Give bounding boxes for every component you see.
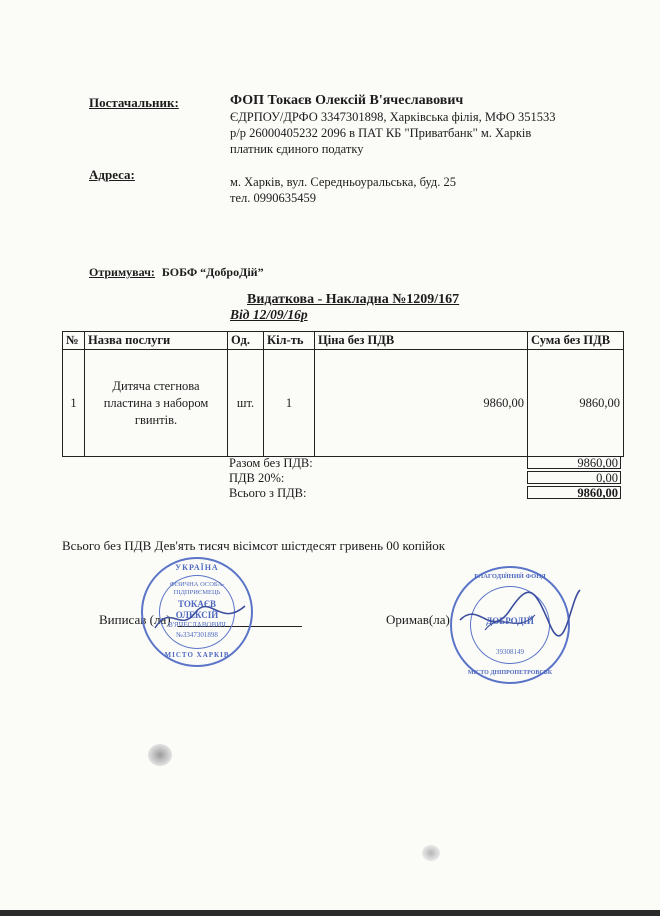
smudge-mark [148, 744, 172, 766]
seal-right-mid-text: ДОБРОДІЙ [486, 616, 534, 626]
address-line1: м. Харків, вул. Середньоуральська, буд. 25 [230, 175, 457, 189]
row-sum: 9860,00 [528, 350, 624, 457]
supplier-line2: р/р 26000405232 2096 в ПАТ КБ "Приватбанк" м. Харків [230, 126, 532, 140]
seal-line4: ОЛЕКСІЙ [175, 610, 219, 620]
amount-in-words: Всього без ПДВ Дев'ять тисяч вісімсот шістдесят гривень 00 копійок [62, 538, 446, 553]
doc-date: Від 12/09/16р [230, 307, 308, 322]
supplier-name: ФОП Токаєв Олексій В'ячеславович [230, 93, 464, 108]
supplier-line1: ЄДРПОУ/ДРФО 3347301898, Харківська філія, МФО 351533 [230, 110, 556, 124]
address-line2: тел. 0990635459 [230, 191, 316, 205]
col-qty-header: Кіл-ть [264, 332, 315, 350]
invoice-table [62, 331, 624, 457]
received-by-label: Оримав(ла) [386, 612, 450, 627]
recipient-label: Отримувач: [89, 265, 155, 279]
col-sum-header: Сума без ПДВ [528, 332, 624, 350]
doc-title: Видаткова - Накладна №1209/167 [247, 292, 460, 307]
col-num-header: № [63, 332, 85, 350]
supplier-line3: платник єдиного податку [230, 142, 364, 156]
row-qty: 1 [264, 350, 315, 457]
col-price-header: Ціна без ПДВ [315, 332, 528, 350]
seal-line3: ТОКАЄВ [177, 599, 217, 609]
row-name: Дитяча стегнова пластина з набором гвинтів. [85, 350, 228, 457]
table-row [63, 350, 624, 457]
seal-line5: В'ЯЧЕСЛАВОВИЧ [168, 621, 226, 629]
issued-by-label: Виписав (ла) [99, 612, 171, 627]
address-label: Адреса: [89, 167, 135, 182]
smudge-mark [422, 845, 440, 861]
recipient-name: БОБФ “ДоброДій” [161, 265, 264, 279]
row-num: 1 [63, 350, 85, 457]
col-unit-header: Од. [228, 332, 264, 350]
seal-line1: ФІЗИЧНА ОСОБА- [169, 581, 225, 588]
vat-label: ПДВ 20%: [229, 471, 285, 485]
recipient-row [89, 265, 264, 280]
seal-top-text: УКРАЇНА [175, 563, 219, 572]
row-unit: шт. [228, 350, 264, 457]
total-value: 9860,00 [527, 486, 621, 499]
scan-edge-bar [0, 910, 660, 916]
col-name-header: Назва послуги [85, 332, 228, 350]
receiver-signature [455, 580, 585, 650]
issuer-signature [150, 598, 250, 638]
seal-line2: ПІДПРИЄМЕЦЬ [173, 589, 221, 596]
seal-right-code: 39308149 [496, 648, 524, 656]
total-label: Всього з ПДВ: [229, 486, 307, 500]
seal-bottom-text: МІСТО ХАРКІВ [164, 651, 230, 659]
subtotal-label: Разом без ПДВ: [229, 456, 313, 470]
table-header-row [63, 332, 624, 350]
seal-line6: №3347301898 [176, 631, 218, 639]
seal-right-top-text: БЛАГОДІЙНИЙ ФОНД [474, 573, 546, 580]
subtotal-value: 9860,00 [527, 456, 621, 469]
vat-value: 0,00 [527, 471, 621, 484]
supplier-label: Постачальник: [89, 95, 179, 110]
seal-right-bottom-text: МІСТО ДНІПРОПЕТРОВСЬК [467, 670, 553, 676]
row-price: 9860,00 [315, 350, 528, 457]
